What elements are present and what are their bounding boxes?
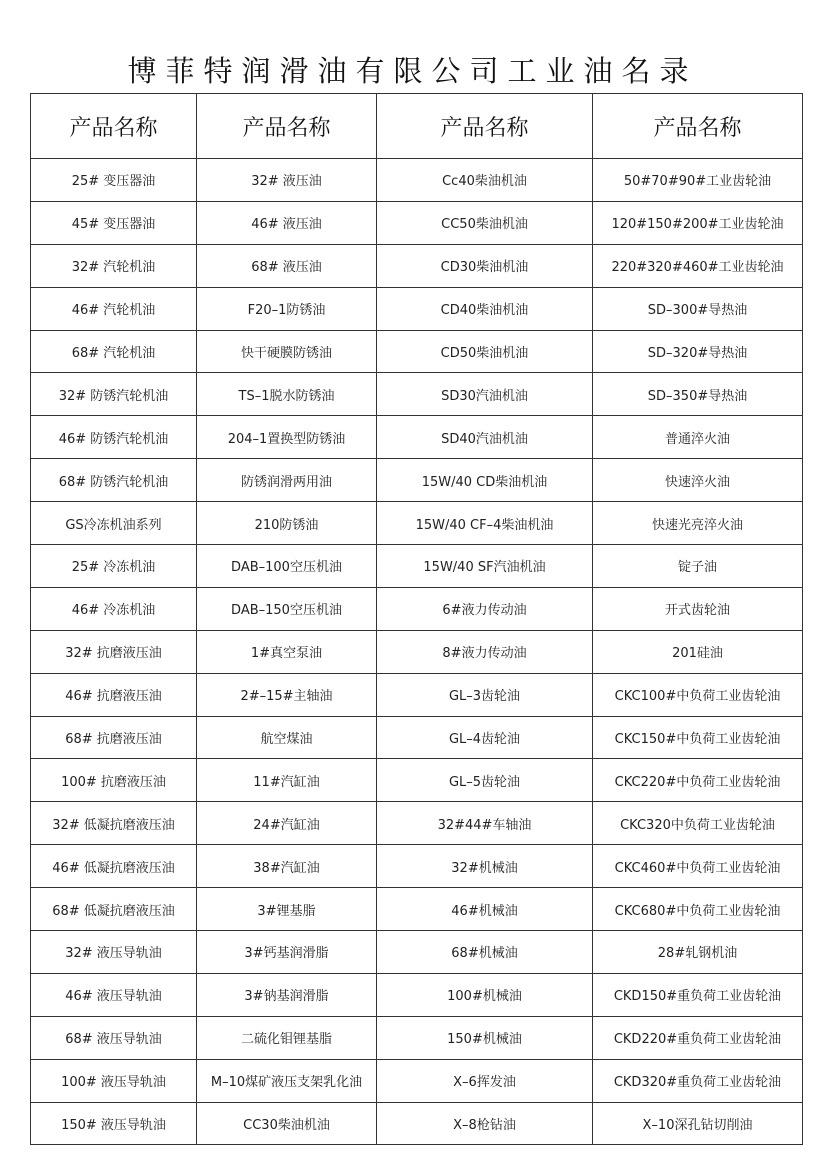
product-name-cell: GS冷冻机油系列 [31, 502, 197, 545]
product-name-cell: 15W/40 SF汽油机油 [377, 545, 593, 588]
product-name-cell: SD–350#导热油 [593, 373, 803, 416]
table-row [31, 931, 803, 974]
product-name-cell: TS–1脱水防锈油 [197, 373, 377, 416]
page-title: 博菲特润滑油有限公司工业油名录 [127, 54, 698, 89]
product-name-cell: 38#汽缸油 [197, 845, 377, 888]
product-name-cell: GL–3齿轮油 [377, 673, 593, 716]
product-name-cell: CKD150#重负荷工业齿轮油 [593, 973, 803, 1016]
product-name-cell: CC50柴油机油 [377, 201, 593, 244]
product-name-cell: 210防锈油 [197, 502, 377, 545]
product-name-cell: GL–5齿轮油 [377, 759, 593, 802]
table-row [31, 287, 803, 330]
product-name-cell: CKC460#中负荷工业齿轮油 [593, 845, 803, 888]
product-name-cell: 68#机械油 [377, 931, 593, 974]
product-name-cell: 8#液力传动油 [377, 630, 593, 673]
table-row [31, 973, 803, 1016]
product-name-cell: 46# 抗磨液压油 [31, 673, 197, 716]
table-row [31, 888, 803, 931]
product-name-cell: 开式齿轮油 [593, 587, 803, 630]
table-header-row [31, 94, 803, 159]
product-name-cell: 32# 抗磨液压油 [31, 630, 197, 673]
product-name-cell: 46# 液压油 [197, 201, 377, 244]
product-name-cell: 120#150#200#工业齿轮油 [593, 201, 803, 244]
product-name-cell: 100# 液压导轨油 [31, 1059, 197, 1102]
table-row [31, 1059, 803, 1102]
table-row [31, 545, 803, 588]
table-row [31, 373, 803, 416]
product-name-cell: 1#真空泵油 [197, 630, 377, 673]
table-row [31, 587, 803, 630]
product-name-cell: 32# 防锈汽轮机油 [31, 373, 197, 416]
product-name-cell: 150# 液压导轨油 [31, 1102, 197, 1145]
table-row [31, 459, 803, 502]
product-name-cell: CD50柴油机油 [377, 330, 593, 373]
table-row [31, 1016, 803, 1059]
product-name-cell: 3#钠基润滑脂 [197, 973, 377, 1016]
product-name-cell: 46# 防锈汽轮机油 [31, 416, 197, 459]
product-name-cell: SD–320#导热油 [593, 330, 803, 373]
product-name-cell: GL–4齿轮油 [377, 716, 593, 759]
table-row [31, 716, 803, 759]
table-row [31, 759, 803, 802]
product-name-cell: 28#轧钢机油 [593, 931, 803, 974]
column-header: 产品名称 [377, 94, 593, 159]
table-row [31, 630, 803, 673]
product-name-cell: 二硫化钼锂基脂 [197, 1016, 377, 1059]
product-name-cell: 6#液力传动油 [377, 587, 593, 630]
product-name-cell: M–10煤矿液压支架乳化油 [197, 1059, 377, 1102]
product-name-cell: 快速淬火油 [593, 459, 803, 502]
product-name-cell: 68# 低凝抗磨液压油 [31, 888, 197, 931]
product-name-cell: 25# 变压器油 [31, 159, 197, 202]
product-name-cell: CKC150#中负荷工业齿轮油 [593, 716, 803, 759]
product-name-cell: DAB–150空压机油 [197, 587, 377, 630]
product-name-cell: 68# 汽轮机油 [31, 330, 197, 373]
product-name-cell: 68# 抗磨液压油 [31, 716, 197, 759]
table-row [31, 845, 803, 888]
column-header: 产品名称 [593, 94, 803, 159]
product-name-cell: DAB–100空压机油 [197, 545, 377, 588]
product-name-cell: 普通淬火油 [593, 416, 803, 459]
product-name-cell: CD30柴油机油 [377, 244, 593, 287]
table-row [31, 416, 803, 459]
product-name-cell: 防锈润滑两用油 [197, 459, 377, 502]
table-row [31, 802, 803, 845]
product-name-cell: 2#–15#主轴油 [197, 673, 377, 716]
product-name-cell: 15W/40 CF–4柴油机油 [377, 502, 593, 545]
product-name-cell: CKD220#重负荷工业齿轮油 [593, 1016, 803, 1059]
table-row [31, 502, 803, 545]
product-name-cell: 11#汽缸油 [197, 759, 377, 802]
product-name-cell: 24#汽缸油 [197, 802, 377, 845]
table-row [31, 673, 803, 716]
product-name-cell: 15W/40 CD柴油机油 [377, 459, 593, 502]
table-row [31, 201, 803, 244]
product-name-cell: 快速光亮淬火油 [593, 502, 803, 545]
product-name-cell: 220#320#460#工业齿轮油 [593, 244, 803, 287]
product-catalog-table [30, 93, 803, 1145]
product-name-cell: 25# 冷冻机油 [31, 545, 197, 588]
product-name-cell: 锭子油 [593, 545, 803, 588]
product-name-cell: X–10深孔钻切削油 [593, 1102, 803, 1145]
product-name-cell: 32# 液压油 [197, 159, 377, 202]
product-name-cell: 32# 液压导轨油 [31, 931, 197, 974]
product-name-cell: CKD320#重负荷工业齿轮油 [593, 1059, 803, 1102]
product-name-cell: 46#机械油 [377, 888, 593, 931]
product-name-cell: X–8枪钻油 [377, 1102, 593, 1145]
product-name-cell: CC30柴油机油 [197, 1102, 377, 1145]
product-name-cell: CKC100#中负荷工业齿轮油 [593, 673, 803, 716]
product-name-cell: 32# 低凝抗磨液压油 [31, 802, 197, 845]
table-row [31, 159, 803, 202]
product-name-cell: 50#70#90#工业齿轮油 [593, 159, 803, 202]
product-name-cell: 68# 液压导轨油 [31, 1016, 197, 1059]
product-name-cell: 150#机械油 [377, 1016, 593, 1059]
column-header: 产品名称 [31, 94, 197, 159]
product-name-cell: 46# 冷冻机油 [31, 587, 197, 630]
product-name-cell: SD30汽油机油 [377, 373, 593, 416]
product-name-cell: 航空煤油 [197, 716, 377, 759]
table-row [31, 1102, 803, 1145]
product-name-cell: 204–1置换型防锈油 [197, 416, 377, 459]
product-name-cell: F20–1防锈油 [197, 287, 377, 330]
product-name-cell: SD40汽油机油 [377, 416, 593, 459]
product-name-cell: 3#钙基润滑脂 [197, 931, 377, 974]
product-name-cell: Cc40柴油机油 [377, 159, 593, 202]
product-name-cell: 46# 液压导轨油 [31, 973, 197, 1016]
product-name-cell: 快干硬膜防锈油 [197, 330, 377, 373]
product-name-cell: 201硅油 [593, 630, 803, 673]
product-name-cell: 68# 液压油 [197, 244, 377, 287]
product-name-cell: 46# 汽轮机油 [31, 287, 197, 330]
product-name-cell: CKC680#中负荷工业齿轮油 [593, 888, 803, 931]
product-name-cell: CD40柴油机油 [377, 287, 593, 330]
product-name-cell: 45# 变压器油 [31, 201, 197, 244]
table-row [31, 330, 803, 373]
product-name-cell: X–6挥发油 [377, 1059, 593, 1102]
product-name-cell: CKC320中负荷工业齿轮油 [593, 802, 803, 845]
product-name-cell: 100#机械油 [377, 973, 593, 1016]
product-name-cell: 100# 抗磨液压油 [31, 759, 197, 802]
column-header: 产品名称 [197, 94, 377, 159]
product-name-cell: SD–300#导热油 [593, 287, 803, 330]
product-name-cell: 46# 低凝抗磨液压油 [31, 845, 197, 888]
table-body [31, 159, 803, 1145]
product-name-cell: 32# 汽轮机油 [31, 244, 197, 287]
product-name-cell: 3#锂基脂 [197, 888, 377, 931]
product-name-cell: 68# 防锈汽轮机油 [31, 459, 197, 502]
product-name-cell: 32#机械油 [377, 845, 593, 888]
table-row [31, 244, 803, 287]
product-name-cell: CKC220#中负荷工业齿轮油 [593, 759, 803, 802]
product-name-cell: 32#44#车轴油 [377, 802, 593, 845]
